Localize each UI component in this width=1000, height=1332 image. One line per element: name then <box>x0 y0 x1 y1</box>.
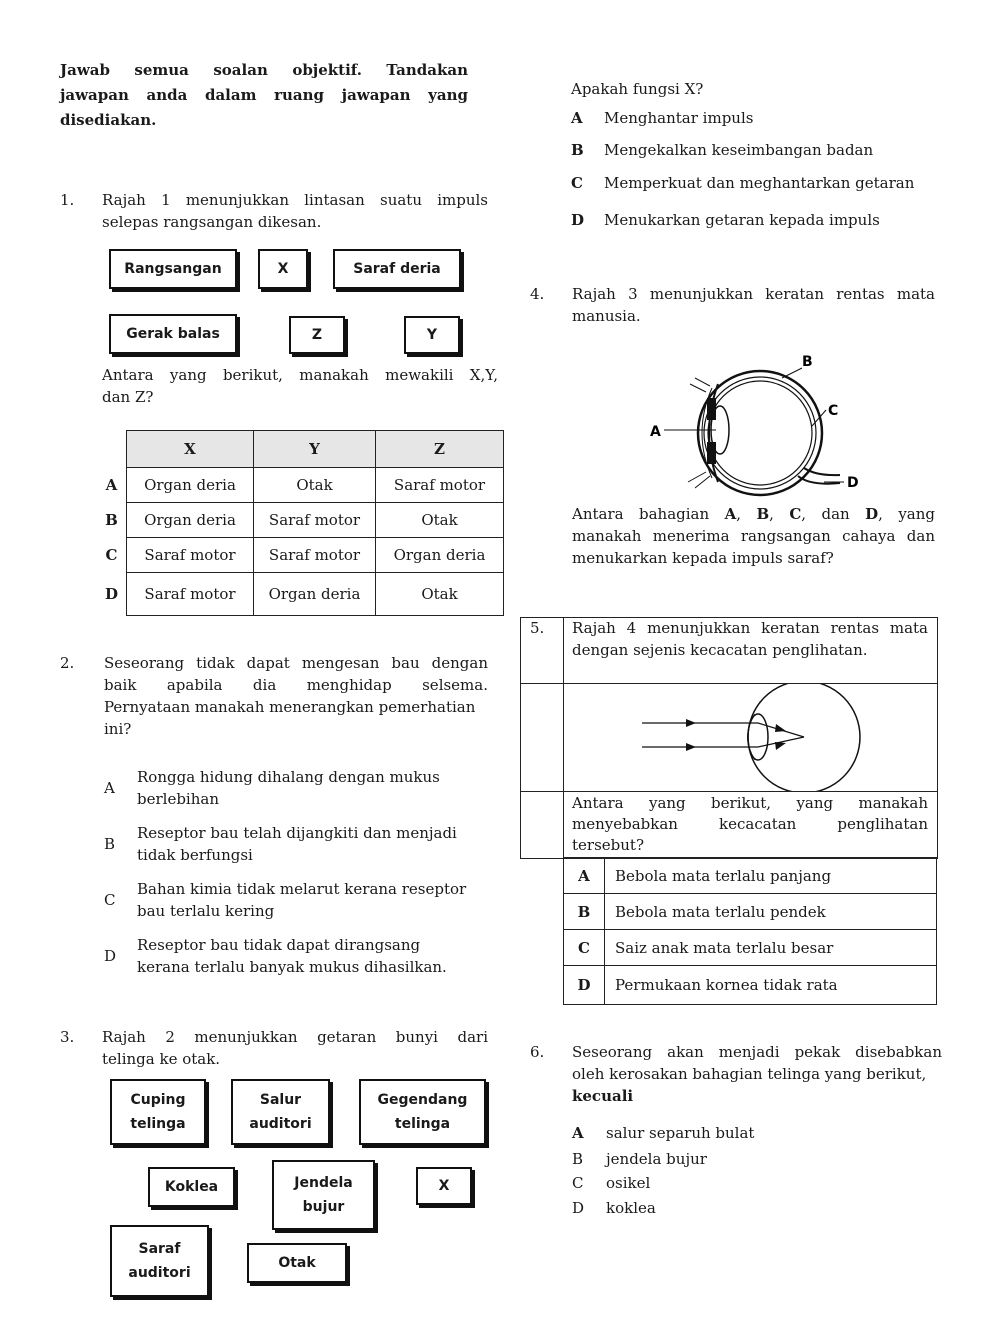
q5-divider <box>563 617 564 858</box>
table-header: Z <box>376 431 504 468</box>
table-cell: Organ deria <box>127 468 254 503</box>
q4-number: 4. <box>530 285 545 303</box>
q1-text-line: Rajah 1 menunjukkan lintasan suatu impuls <box>102 191 488 209</box>
q6-emphasis: kecuali <box>572 1087 634 1105</box>
table-cell: Saraf motor <box>254 538 376 573</box>
q2-text-line: baik apabila dia menghidap selsema. <box>104 676 488 694</box>
q1-box-gerak-balas: Gerak balas <box>109 314 237 354</box>
option-label: A <box>572 1124 584 1142</box>
q3-option-b[interactable] <box>571 139 874 161</box>
q2-option-b[interactable] <box>104 822 494 866</box>
table-row[interactable] <box>564 966 937 1005</box>
arrow-icon <box>775 724 786 732</box>
option-label: C <box>105 546 118 564</box>
option-label: C <box>571 174 583 192</box>
q2-text-line: Seseorang tidak dapat mengesan bau dengan <box>104 654 488 672</box>
option-text: Saiz anak mata terlalu besar <box>605 930 937 966</box>
text-run: , yang <box>878 505 935 523</box>
table-corner <box>97 431 127 468</box>
box-line: bujur <box>302 1199 345 1215</box>
box-line: auditori <box>128 1265 191 1281</box>
q2-number: 2. <box>60 654 75 672</box>
option-label: B <box>105 511 118 529</box>
q1-box-z: Z <box>289 316 345 354</box>
q3-text-line: Rajah 2 menunjukkan getaran bunyi dari <box>102 1028 488 1046</box>
option-text: osikel <box>606 1174 651 1192</box>
option-text: salur separuh bulat <box>606 1124 755 1142</box>
option-text: Bahan kimia tidak melarut kerana reseptor <box>137 880 467 898</box>
q4-text-line: manusia. <box>572 307 641 325</box>
table-cell: Otak <box>254 468 376 503</box>
option-text: Menukarkan getaran kepada impuls <box>604 211 880 229</box>
q5-number: 5. <box>530 619 545 637</box>
table-cell: Saraf motor <box>127 538 254 573</box>
table-cell: Organ deria <box>376 538 504 573</box>
table-row[interactable] <box>97 538 504 573</box>
eye-label-d: D <box>847 475 859 491</box>
instructions-line: Jawab semua soalan objektif. Tandakan <box>60 61 468 79</box>
q3-option-d[interactable] <box>571 209 880 231</box>
text-run: , dan <box>801 505 866 523</box>
q1-box-rangsangan: Rangsangan <box>109 249 237 289</box>
q1-answer-table <box>97 430 504 616</box>
table-row[interactable] <box>97 573 504 616</box>
q6-option-a[interactable] <box>572 1122 755 1144</box>
option-label: D <box>571 211 585 229</box>
option-text: Reseptor bau tidak dapat dirangsang <box>137 936 421 954</box>
q5-prompt-line: Antara yang berikut, yang manakah <box>572 794 928 812</box>
q5-options-table <box>563 857 937 1005</box>
option-text: jendela bujur <box>606 1150 707 1168</box>
q3-question: Apakah fungsi X? <box>571 80 704 98</box>
q1-box-x: X <box>258 249 308 289</box>
option-label: A <box>105 476 118 494</box>
q3-box-cuping-telinga <box>110 1079 206 1145</box>
q4-prompt-line <box>572 503 935 525</box>
eye-cross-section-diagram <box>640 348 870 498</box>
q3-box-gegendang-telinga <box>359 1079 486 1145</box>
q6-number: 6. <box>530 1043 545 1061</box>
table-header: X <box>127 431 254 468</box>
option-text: Rongga hidung dihalang dengan mukus <box>137 768 440 786</box>
q1-box-saraf-deria: Saraf deria <box>333 249 461 289</box>
q6-text-line: oleh kerosakan bahagian telinga yang berikut, <box>572 1065 927 1083</box>
q5-text <box>572 617 928 661</box>
option-label: D <box>104 947 117 965</box>
box-line: auditori <box>249 1116 312 1132</box>
eye-label-b: B <box>802 354 813 370</box>
instructions-line: disediakan. <box>60 111 157 129</box>
q2-option-d[interactable] <box>104 934 494 978</box>
q1-text <box>102 189 488 233</box>
instructions-line: jawapan anda dalam ruang jawapan yang <box>60 86 468 104</box>
q2-text-line: ini? <box>104 720 132 738</box>
table-row[interactable] <box>564 930 937 966</box>
q1-prompt-line: Antara yang berikut, manakah mewakili X,Y, <box>102 366 498 384</box>
table-cell: Saraf motor <box>254 503 376 538</box>
q2-option-a[interactable] <box>104 766 494 810</box>
option-label: C <box>564 930 605 966</box>
box-line: Cuping <box>130 1092 186 1108</box>
vision-defect-diagram <box>630 684 870 791</box>
q2-text-line: Pernyataan manakah menerangkan pemerhatian <box>104 698 476 716</box>
q1-prompt <box>102 364 498 408</box>
q4-text-line: Rajah 3 menunjukkan keratan rentas mata <box>572 285 935 303</box>
option-label: A <box>104 779 115 797</box>
arrow-icon <box>686 719 696 727</box>
option-text: berlebihan <box>137 790 219 808</box>
q4-prompt-line: menukarkan kepada impuls saraf? <box>572 549 834 567</box>
option-text: Permukaan kornea tidak rata <box>605 966 937 1005</box>
box-line: Gegendang <box>377 1092 468 1108</box>
q5-prompt-line: menyebabkan kecacatan penglihatan <box>572 815 928 833</box>
pointer-lines <box>664 368 844 482</box>
q3-box-saraf-auditori <box>110 1225 209 1297</box>
instructions <box>60 58 468 133</box>
q1-number: 1. <box>60 191 75 209</box>
table-cell: Otak <box>376 573 504 616</box>
option-label: B <box>571 141 584 159</box>
text-run: , <box>736 505 757 523</box>
q5-divider <box>520 791 937 792</box>
option-label: D <box>104 585 118 603</box>
option-text: Bebola mata terlalu panjang <box>605 858 937 894</box>
q6-option-d[interactable] <box>572 1197 656 1219</box>
text-run: D <box>865 505 879 523</box>
q5-text-line: Rajah 4 menunjukkan keratan rentas mata <box>572 619 928 637</box>
option-label: B <box>572 1150 584 1168</box>
q3-text <box>102 1026 488 1070</box>
q2-option-c[interactable] <box>104 878 494 922</box>
table-row[interactable] <box>97 468 504 503</box>
q1-prompt-line: dan Z? <box>102 388 154 406</box>
arrow-icon <box>686 743 696 751</box>
text-run: Antara bahagian <box>572 505 725 523</box>
option-label: D <box>572 1199 585 1217</box>
q4-prompt <box>572 503 935 569</box>
box-line: Jendela <box>294 1175 353 1191</box>
table-row[interactable] <box>564 894 937 930</box>
arrow-icon <box>775 742 786 750</box>
table-cell: Organ deria <box>127 503 254 538</box>
option-label: C <box>104 891 116 909</box>
q3-box-salur-auditori <box>231 1079 330 1145</box>
option-text: kerana terlalu banyak mukus dihasilkan. <box>137 958 447 976</box>
q3-box-x: X <box>416 1167 472 1205</box>
option-text: bau terlalu kering <box>137 902 275 920</box>
option-text: Bebola mata terlalu pendek <box>605 894 937 930</box>
q1-box-y: Y <box>404 316 460 354</box>
text-run: A <box>724 505 737 523</box>
q2-text <box>104 652 488 740</box>
option-label: A <box>571 109 583 127</box>
box-line: Salur <box>259 1092 302 1108</box>
table-cell: Saraf motor <box>376 468 504 503</box>
q3-option-a[interactable] <box>571 107 754 129</box>
table-row[interactable] <box>564 858 937 894</box>
q3-text-line: telinga ke otak. <box>102 1050 221 1068</box>
table-cell: Saraf motor <box>127 573 254 616</box>
table-header: Y <box>254 431 376 468</box>
q1-text-line: selepas rangsangan dikesan. <box>102 213 322 231</box>
option-text: Reseptor bau telah dijangkiti dan menjadi <box>137 824 457 842</box>
table-cell: Otak <box>376 503 504 538</box>
option-label: B <box>564 894 605 930</box>
q6-option-b[interactable] <box>572 1148 707 1170</box>
option-text: Mengekalkan keseimbangan badan <box>604 141 874 159</box>
table-header-row <box>97 431 504 468</box>
box-line: Saraf <box>138 1241 181 1257</box>
text-run: , <box>769 505 790 523</box>
eye-label-a: A <box>650 424 661 440</box>
q5-text-line: dengan sejenis kecacatan penglihatan. <box>572 641 868 659</box>
q6-text <box>572 1041 942 1107</box>
option-text: tidak berfungsi <box>137 846 253 864</box>
eye-label-c: C <box>828 403 839 419</box>
q5-prompt-line: tersebut? <box>572 836 644 854</box>
q3-number: 3. <box>60 1028 75 1046</box>
table-cell: Organ deria <box>254 573 376 616</box>
q3-option-c[interactable] <box>571 172 915 194</box>
option-label: D <box>564 966 605 1005</box>
q3-box-jendela-bujur <box>272 1160 375 1230</box>
option-label: B <box>104 835 116 853</box>
q4-prompt-line: manakah menerima rangsangan cahaya dan <box>572 527 935 545</box>
table-row[interactable] <box>97 503 504 538</box>
option-label: A <box>564 858 605 894</box>
text-run: B <box>756 505 770 523</box>
option-text: Memperkuat dan meghantarkan getaran <box>604 174 915 192</box>
q6-option-c[interactable] <box>572 1172 651 1194</box>
box-line: telinga <box>130 1116 186 1132</box>
option-text: koklea <box>606 1199 656 1217</box>
option-text: Menghantar impuls <box>604 109 754 127</box>
q3-box-koklea: Koklea <box>148 1167 235 1207</box>
q3-box-otak: Otak <box>247 1243 347 1283</box>
q6-text-line: Seseorang akan menjadi pekak disebabkan <box>572 1043 942 1061</box>
q5-prompt <box>572 793 928 856</box>
box-line: telinga <box>394 1116 451 1132</box>
option-label: C <box>572 1174 584 1192</box>
q4-text <box>572 283 935 327</box>
text-run: C <box>789 505 802 523</box>
